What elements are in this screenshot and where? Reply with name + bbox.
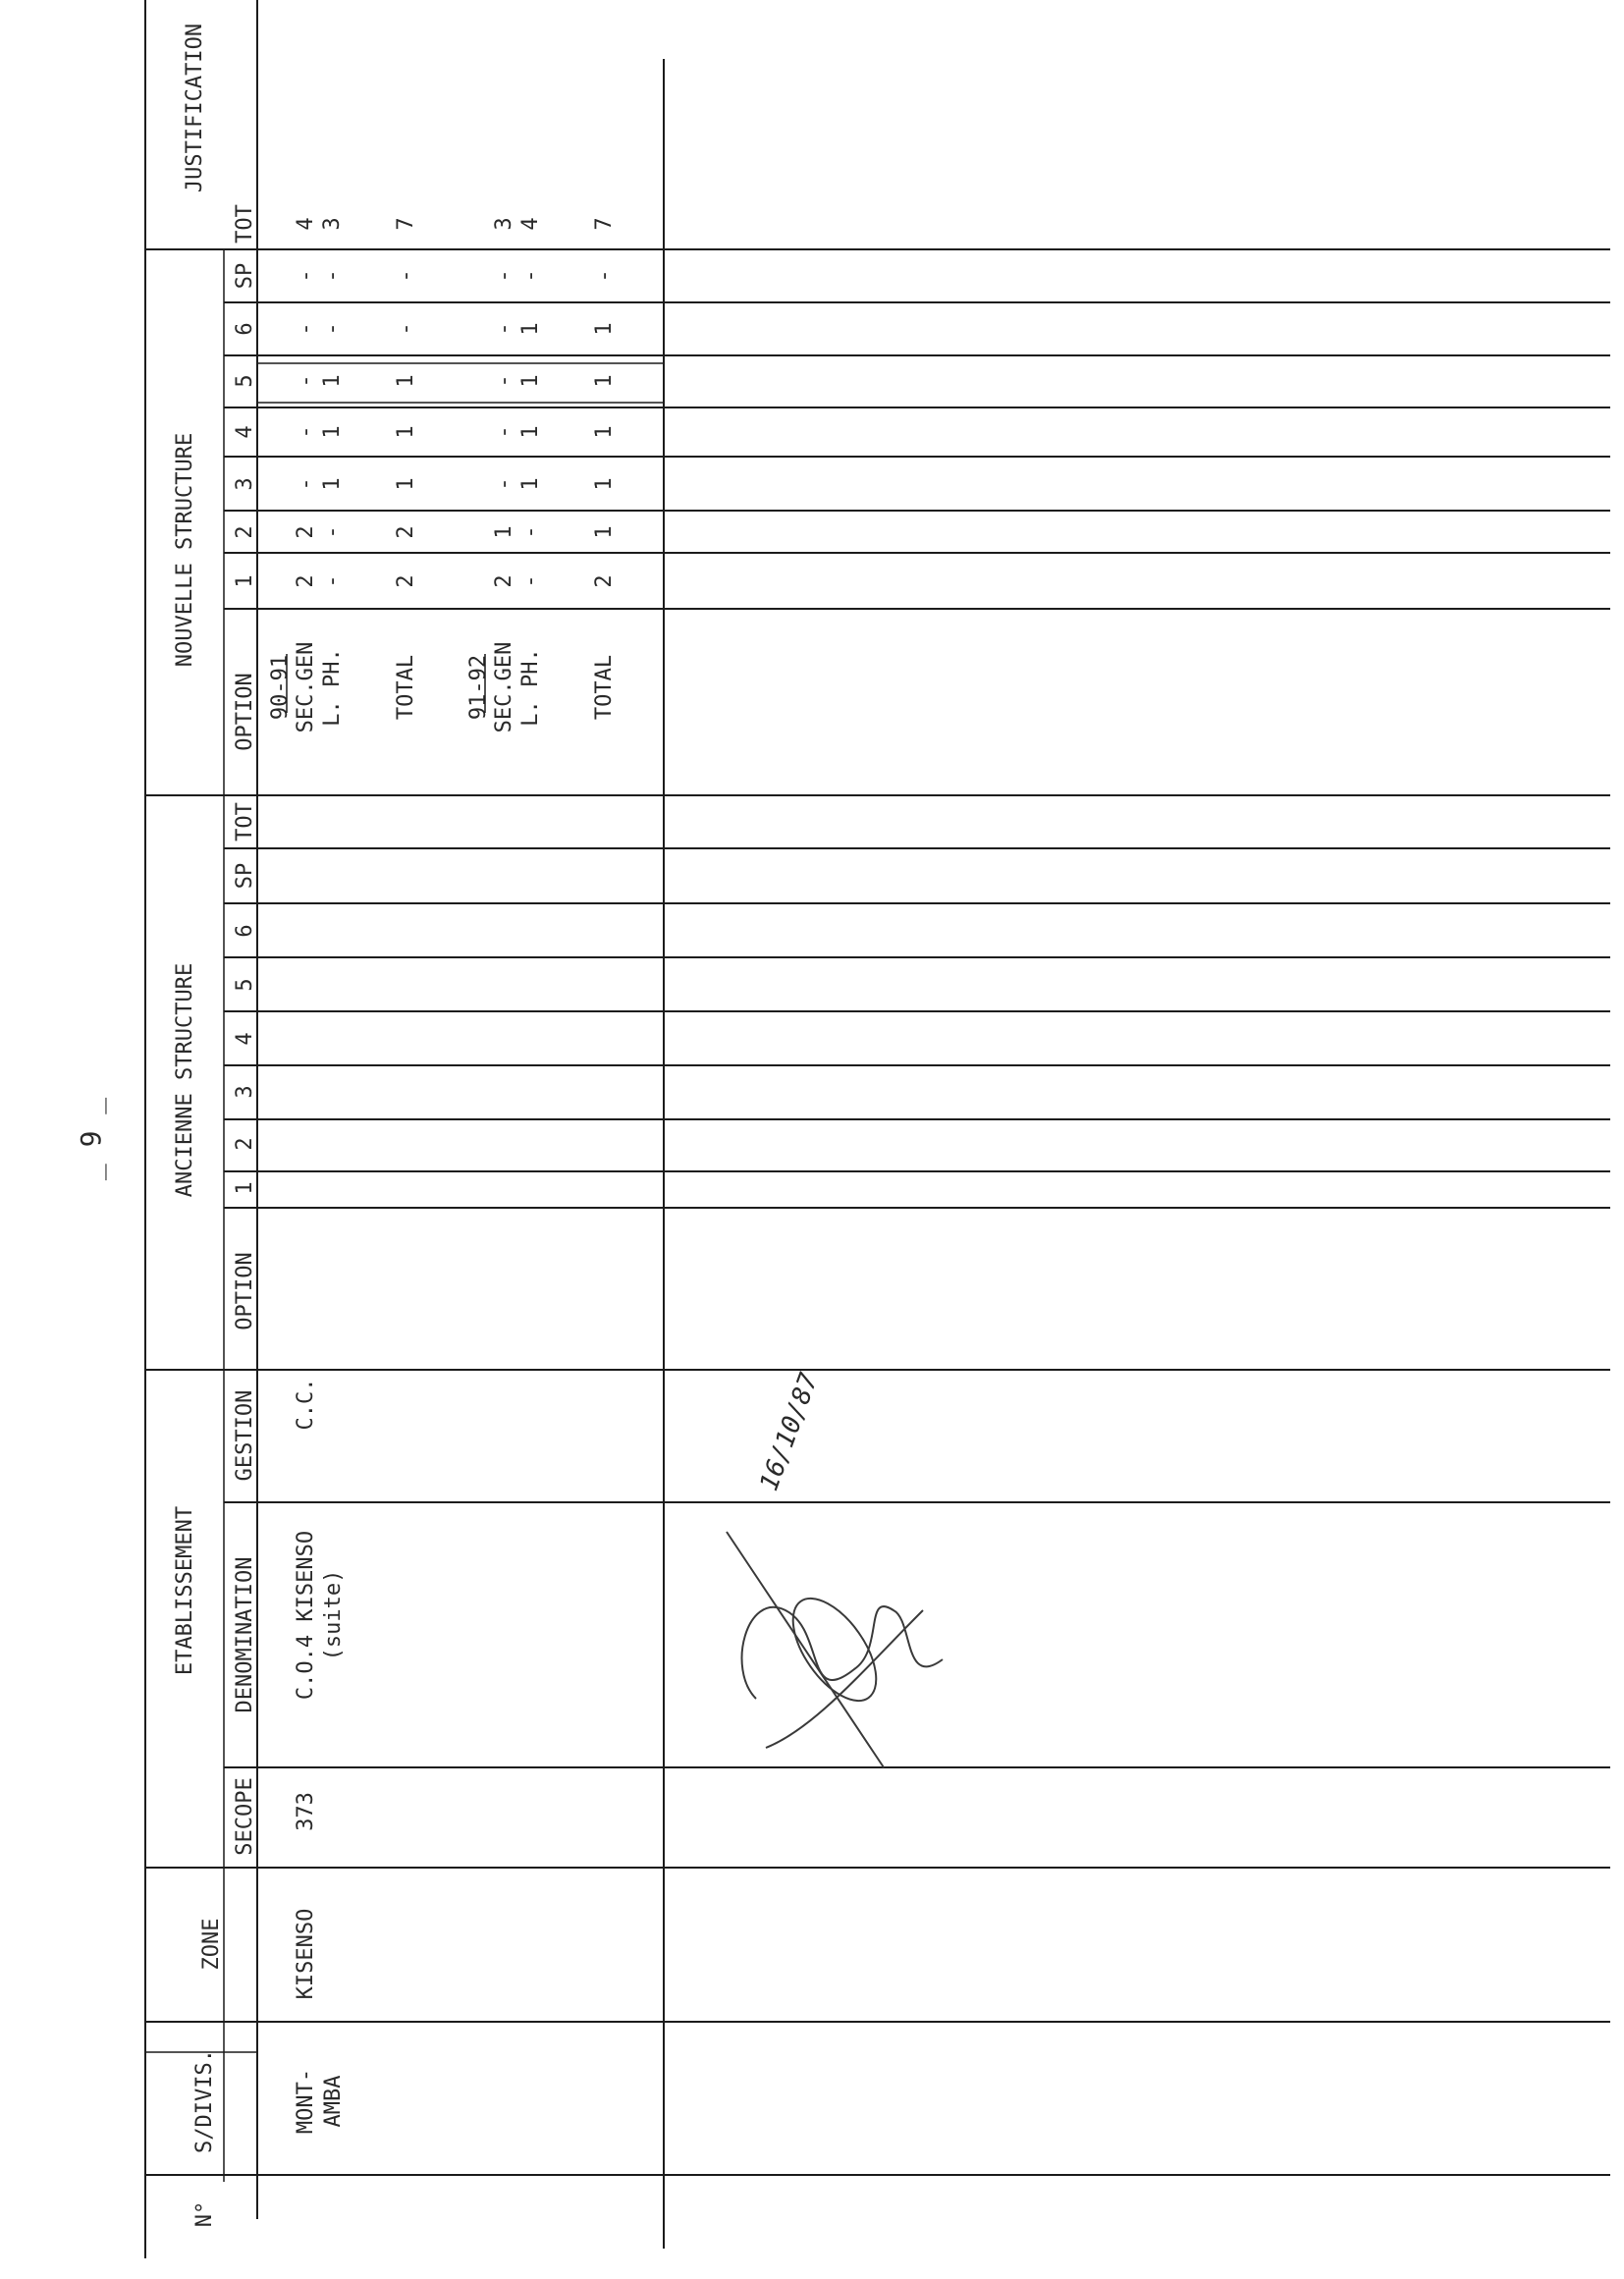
handwritten-signature: [727, 1369, 943, 1767]
header-ancienne-3: 3: [233, 1085, 257, 1099]
header-etablissement: ETABLISSEMENT: [173, 1505, 197, 1676]
nouvelle-cell-c3: 1: [518, 477, 543, 491]
header-ancienne-tot: TOT: [233, 802, 257, 841]
header-ancienne-1: 1: [233, 1181, 257, 1195]
nouvelle-cell-c6: 1: [518, 322, 543, 336]
nouvelle-structure-values: [268, 217, 617, 733]
nouvelle-cell-c3: 1: [592, 477, 617, 491]
nouvelle-cell-c6: -: [294, 322, 318, 336]
signature-date: 16/10/87: [754, 1369, 825, 1495]
nouvelle-cell-c5: 1: [518, 374, 543, 388]
nouvelle-cell-c5: 1: [592, 374, 617, 388]
nouvelle-cell-sp: -: [518, 269, 543, 283]
nouvelle-option-label: TOTAL: [592, 654, 617, 721]
page-number: _ 9 _: [75, 1097, 107, 1181]
nouvelle-cell-c6: -: [320, 322, 345, 336]
nouvelle-cell-c1: -: [518, 574, 543, 588]
nouvelle-cell-tot: 3: [320, 217, 345, 231]
header-nouvelle-2: 2: [233, 525, 257, 539]
header-nouvelle-tot: TOT: [233, 204, 257, 244]
header-zone: ZONE: [199, 1918, 224, 1971]
nouvelle-cell-c2: 1: [492, 525, 516, 539]
header-nouvelle-6: 6: [233, 322, 257, 336]
nouvelle-cell-c1: 2: [492, 574, 516, 588]
header-nouvelle-sp: SP: [233, 262, 257, 290]
table-grid: [145, 0, 1610, 2258]
nouvelle-cell-c4: -: [294, 425, 318, 439]
zone-value: KISENSO: [294, 1908, 318, 2000]
header-ancienne-option: OPTION: [233, 1252, 257, 1330]
nouvelle-cell-c2: -: [518, 525, 543, 539]
nouvelle-cell-c3: 1: [394, 477, 418, 491]
nouvelle-cell-tot: 7: [592, 217, 617, 231]
header-nouvelle-option: OPTION: [233, 673, 257, 751]
header-no: N°: [192, 2200, 217, 2228]
nouvelle-cell-c5: -: [492, 374, 516, 388]
nouvelle-cell-c2: 1: [592, 525, 617, 539]
nouvelle-cell-c4: 1: [592, 425, 617, 439]
nouvelle-cell-c5: 1: [320, 374, 345, 388]
nouvelle-cell-c3: -: [294, 477, 318, 491]
nouvelle-cell-c4: 1: [320, 425, 345, 439]
denomination-line2: (suite): [321, 1569, 346, 1661]
nouvelle-cell-c5: -: [294, 374, 318, 388]
header-nouvelle-5: 5: [233, 374, 257, 388]
nouvelle-option-label: TOTAL: [394, 654, 418, 721]
nouvelle-cell-c3: 1: [320, 477, 345, 491]
nouvelle-cell-c2: 2: [294, 525, 318, 539]
gestion-value: C.C.: [294, 1378, 318, 1431]
header-ancienne-4: 4: [233, 1032, 257, 1046]
nouvelle-cell-sp: -: [294, 269, 318, 283]
data-row: [294, 1379, 346, 2135]
nouvelle-cell-c4: 1: [518, 425, 543, 439]
nouvelle-cell-c1: -: [320, 574, 345, 588]
nouvelle-option-label: 90-91: [268, 654, 293, 721]
secope-value: 373: [294, 1792, 318, 1831]
nouvelle-cell-tot: 3: [492, 217, 516, 231]
header-ancienne-5: 5: [233, 978, 257, 992]
header-ancienne-2: 2: [233, 1137, 257, 1151]
header-nouvelle-1: 1: [233, 574, 257, 588]
nouvelle-option-label: L. PH.: [320, 648, 345, 727]
denomination-line1: C.O.4 KISENSO: [294, 1530, 318, 1701]
nouvelle-cell-tot: 7: [394, 217, 418, 231]
header-ancienne-sp: SP: [233, 862, 257, 890]
nouvelle-option-label: 91-92: [466, 654, 491, 721]
header-nouvelle-3: 3: [233, 477, 257, 491]
nouvelle-option-label: SEC.GEN: [492, 641, 516, 733]
header-justification: JUSTIFICATION: [183, 23, 207, 193]
nouvelle-cell-c1: 2: [394, 574, 418, 588]
column-headers: [173, 24, 257, 2227]
nouvelle-cell-c4: -: [492, 425, 516, 439]
header-nouvelle-structure: NOUVELLE STRUCTURE: [173, 432, 197, 668]
header-ancienne-6: 6: [233, 924, 257, 938]
sdivis-line2: AMBA: [321, 2075, 346, 2128]
nouvelle-cell-sp: -: [320, 269, 345, 283]
sdivis-line1: MONT-: [294, 2068, 318, 2135]
header-denomination: DENOMINATION: [233, 1556, 257, 1713]
nouvelle-cell-sp: -: [492, 269, 516, 283]
nouvelle-cell-c1: 2: [294, 574, 318, 588]
nouvelle-cell-c2: 2: [394, 525, 418, 539]
nouvelle-option-label: SEC.GEN: [294, 641, 318, 733]
nouvelle-cell-c6: -: [394, 322, 418, 336]
header-nouvelle-4: 4: [233, 425, 257, 439]
header-ancienne-structure: ANCIENNE STRUCTURE: [173, 962, 197, 1198]
nouvelle-cell-c6: -: [492, 322, 516, 336]
nouvelle-cell-sp: -: [394, 269, 418, 283]
nouvelle-cell-tot: 4: [518, 217, 543, 231]
nouvelle-cell-c6: 1: [592, 322, 617, 336]
nouvelle-cell-c2: -: [320, 525, 345, 539]
nouvelle-option-label: L. PH.: [518, 648, 543, 727]
nouvelle-cell-sp: -: [592, 269, 617, 283]
header-secope: SECOPE: [233, 1777, 257, 1856]
nouvelle-cell-tot: 4: [294, 217, 318, 231]
nouvelle-cell-c4: 1: [394, 425, 418, 439]
nouvelle-cell-c1: 2: [592, 574, 617, 588]
nouvelle-cell-c5: 1: [394, 374, 418, 388]
header-sdivis: S/DIVIS.: [192, 2049, 217, 2153]
nouvelle-cell-c3: -: [492, 477, 516, 491]
header-gestion: GESTION: [233, 1389, 257, 1482]
